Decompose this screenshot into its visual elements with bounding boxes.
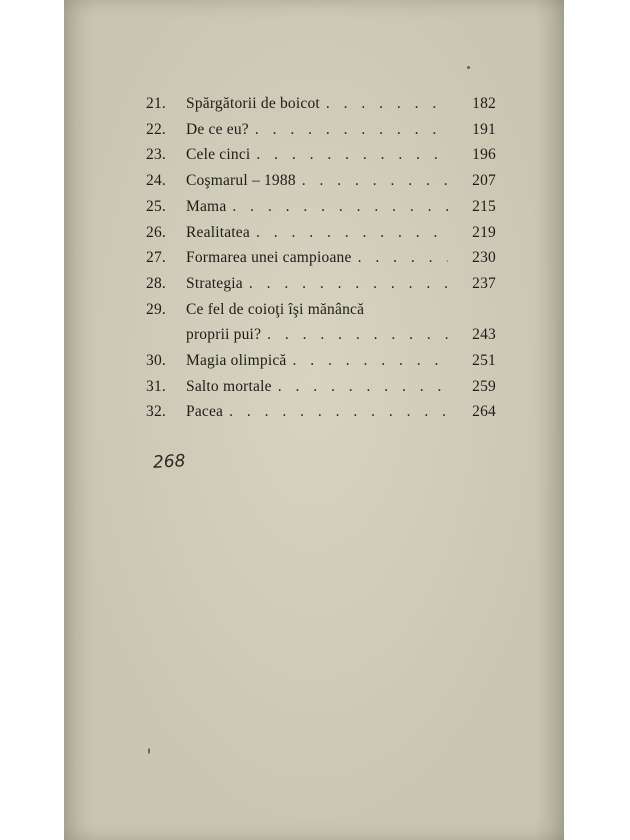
toc-entry-title: Formarea unei campioane: [186, 249, 352, 267]
toc-entry-number: 24.: [146, 172, 166, 190]
toc-entry-title: Ce fel de coioţi îşi mănâncă: [186, 300, 365, 318]
toc-entry-title: Cele cinci: [186, 146, 251, 164]
dot-leader: [232, 194, 448, 220]
toc-entry-page: 264: [472, 403, 496, 421]
dot-leader: [249, 271, 448, 297]
toc-entry-number: 22.: [146, 120, 166, 138]
toc-entry-title-continued: proprii pui?: [186, 326, 262, 344]
toc-entry-page: 251: [472, 352, 496, 370]
dot-leader: [326, 91, 448, 117]
paper-speck: [148, 748, 150, 754]
toc-entry: [146, 348, 496, 374]
toc-entry: [146, 297, 496, 348]
dot-leader: [278, 374, 448, 400]
toc-entry: [146, 168, 496, 194]
toc-entry-number: 32.: [146, 403, 166, 421]
handwritten-page-note: 268: [152, 451, 186, 473]
toc-entry-number: 31.: [146, 377, 166, 395]
dot-leader: [256, 220, 448, 246]
toc-entry-number: 23.: [146, 146, 166, 164]
toc-entry-title: Magia olimpică: [186, 352, 287, 370]
toc-entry: [146, 399, 496, 425]
dot-leader: [267, 322, 448, 348]
toc-entry-title: Salto mortale: [186, 377, 272, 395]
toc-entry: [146, 271, 496, 297]
table-of-contents: [146, 91, 496, 425]
toc-entry-page: 182: [472, 95, 496, 112]
toc-entry-number: 25.: [146, 197, 166, 215]
toc-entry: [146, 245, 496, 271]
toc-entry-title: Pacea: [186, 403, 224, 421]
paper-speck: [467, 66, 470, 69]
toc-entry-number: 27.: [146, 249, 166, 267]
toc-entry-title: Spărgătorii de boicot: [186, 95, 320, 112]
dot-leader: [293, 348, 448, 374]
toc-entry: [146, 142, 496, 168]
dot-leader: [302, 168, 448, 194]
toc-entry-number: 26.: [146, 223, 166, 241]
toc-entry-page: 207: [472, 172, 496, 190]
toc-entry-title: Coşmarul – 1988: [186, 172, 296, 190]
toc-entry-title: De ce eu?: [186, 120, 249, 138]
toc-entry: [146, 91, 496, 117]
dot-leader: [255, 117, 448, 143]
toc-entry-title: Strategia: [186, 274, 243, 292]
toc-entry-page: 215: [472, 197, 496, 215]
toc-entry-number: 30.: [146, 352, 166, 370]
toc-entry-title: Realitatea: [186, 223, 250, 241]
toc-entry: [146, 374, 496, 400]
toc-entry-number: 21.: [146, 95, 166, 112]
dot-leader: [256, 142, 448, 168]
toc-entry: [146, 220, 496, 246]
toc-entry-page: 230: [472, 249, 496, 267]
toc-entry: [146, 117, 496, 143]
toc-entry-number: 29.: [146, 300, 166, 318]
toc-entry-title: Mama: [186, 197, 227, 215]
toc-entry-page: 259: [472, 377, 496, 395]
toc-entry-page: 219: [472, 223, 496, 241]
toc-entry: [146, 194, 496, 220]
toc-entry-page: 237: [472, 274, 496, 292]
toc-entry-page: 243: [472, 326, 496, 344]
dot-leader: [229, 399, 448, 425]
toc-entry-number: 28.: [146, 274, 166, 292]
dot-leader: [358, 245, 448, 271]
toc-entry-page: 196: [472, 146, 496, 164]
toc-entry-page: 191: [472, 120, 496, 138]
